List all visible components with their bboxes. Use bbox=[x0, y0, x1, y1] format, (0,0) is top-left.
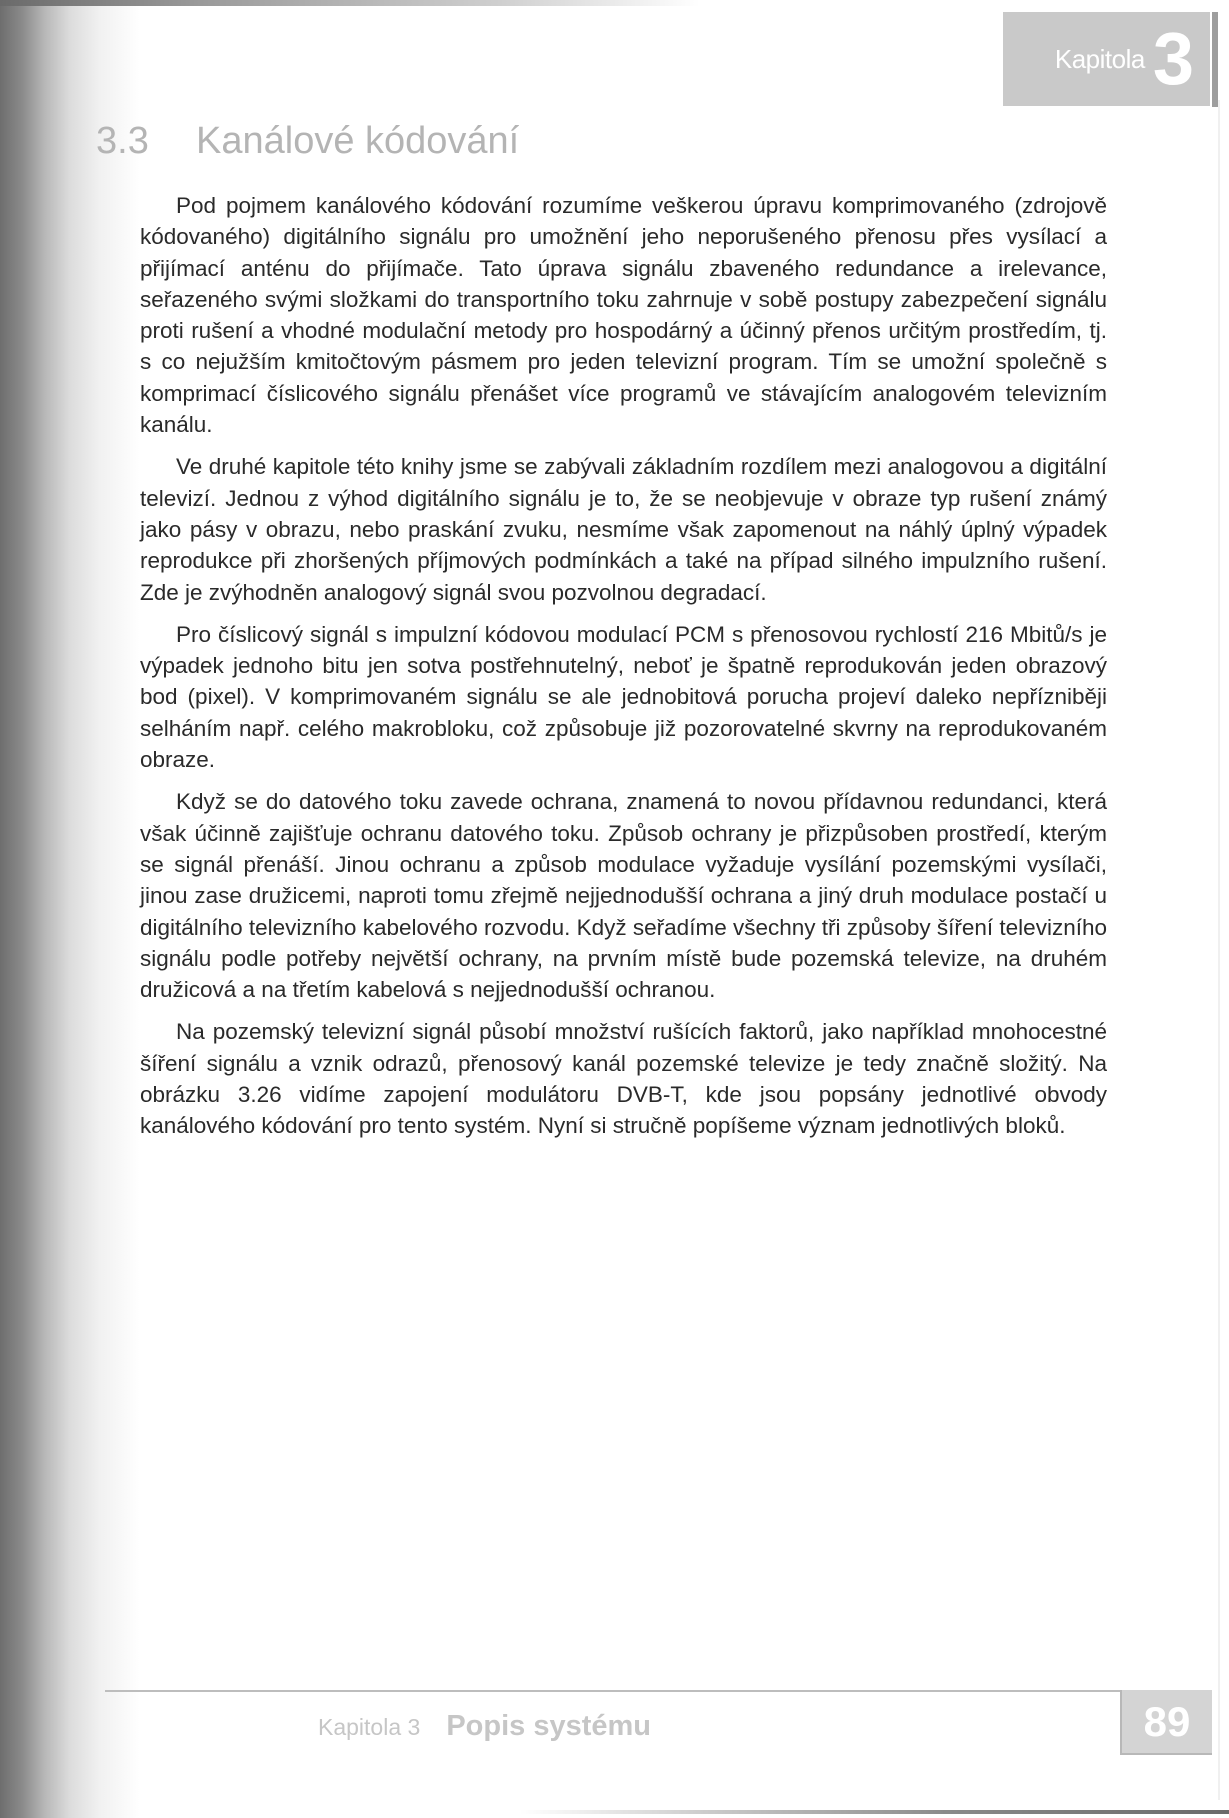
top-edge-shadow bbox=[0, 0, 1229, 6]
paragraph: Na pozemský televizní signál působí množství rušících faktorů, jako například mnohocestné šíření signálu a vznik odrazů, přenosový kanál pozemské televize je tedy značně složitý. Na obrázku 3.26 vidíme zapojení modulátoru DVB-T, kde jsou popsány jednotlivé obvody kanálového kódování pro tento systém. Nyní si stručně popíšeme význam jednotlivých bloků. bbox=[140, 1019, 1107, 1139]
page-number: 89 bbox=[1120, 1690, 1212, 1755]
chapter-tab-number: 3 bbox=[1152, 17, 1194, 100]
right-page-edge bbox=[1218, 100, 1220, 1800]
book-spine-shadow bbox=[0, 0, 150, 1818]
footer-rule bbox=[105, 1690, 1121, 1692]
paragraph: Pro číslicový signál s impulzní kódovou modulací PCM s přenosovou rychlostí 216 Mbitů/s je výpadek jednoho bitu jen sotva postřehnutelný, neboť je špatně reprodukován jeden obrazový bod (pixel). V komprimovaném signálu se ale jednobitová porucha projeví daleko nepřízniběji selháním např. celého makrobloku, což způsobuje již pozorovatelné skvrny na reprodukovaném obraze. bbox=[140, 621, 1107, 773]
paragraph: Ve druhé kapitole této knihy jsme se zabývali základním rozdílem mezi analogovou a digitální televizí. Jednou z výhod digitálního signálu je to, že se neobjevuje v obraze typ rušení známý jako pásy v obrazu, nebo praskání zvuku, nesmíme však zapomenout na náhlý úplný výpadek reprodukce při zhoršených příjmových podmínkách a také na případ silného impulzního rušení. Zde je zvýhodněn analogový signál svou pozvolnou degradací. bbox=[140, 454, 1107, 605]
bottom-edge-shadow bbox=[520, 1810, 1229, 1814]
section-title: Kanálové kódování bbox=[196, 120, 520, 162]
running-footer bbox=[318, 1710, 651, 1743]
footer-title: Popis systému bbox=[446, 1710, 651, 1742]
footer-chapter: Kapitola 3 bbox=[318, 1714, 421, 1740]
paragraph: Pod pojmem kanálového kódování rozumíme veškerou úpravu komprimovaného (zdrojově kódovaného) digitálního signálu pro umožnění jeho neporušeného přenosu přes vysílací a přijímací anténu do přijímače. Tato úprava signálu zbaveného redundance a irelevance, seřazeného svými složkami do transportního toku zahrnuje v sobě postupy zabezpečení signálu proti rušení a vhodné modulační metody pro hospodárný a účinný přenos určitým prostředím, tj. s co nejužším kmitočtovým pásmem pro jeden televizní program. Tím se umožní společně s komprimací číslicového signálu přenášet více programů ve stávajícím analogovém televizním kanálu. bbox=[140, 193, 1107, 438]
paragraph: Když se do datového toku zavede ochrana, znamená to novou přídavnou redundanci, která však účinně zajišťuje ochranu datového toku. Způsob ochrany je přizpůsoben prostředí, kterým se signál přenáší. Jinou ochranu a způsob modulace vyžaduje vysílání pozemskými vysílači, jinou zase družicemi, naproti tomu zřejmě nejjednodušší ochrana a jiný druh modulace postačí u digitálního televizního kabelového rozvodu. Když seřadíme všechny tři způsoby šíření televizního signálu podle potřeby největší ochrany, na prvním místě bude pozemská televize, na druhém družicová a na třetím kabelová s nejjednodušší ochranou. bbox=[140, 789, 1107, 1003]
section-heading bbox=[96, 120, 519, 163]
section-number: 3.3 bbox=[96, 120, 149, 162]
chapter-tab-label: Kapitola bbox=[1054, 43, 1145, 74]
body-text bbox=[140, 190, 1107, 1153]
chapter-tab bbox=[1003, 12, 1210, 106]
right-edge-marker bbox=[1212, 12, 1218, 107]
